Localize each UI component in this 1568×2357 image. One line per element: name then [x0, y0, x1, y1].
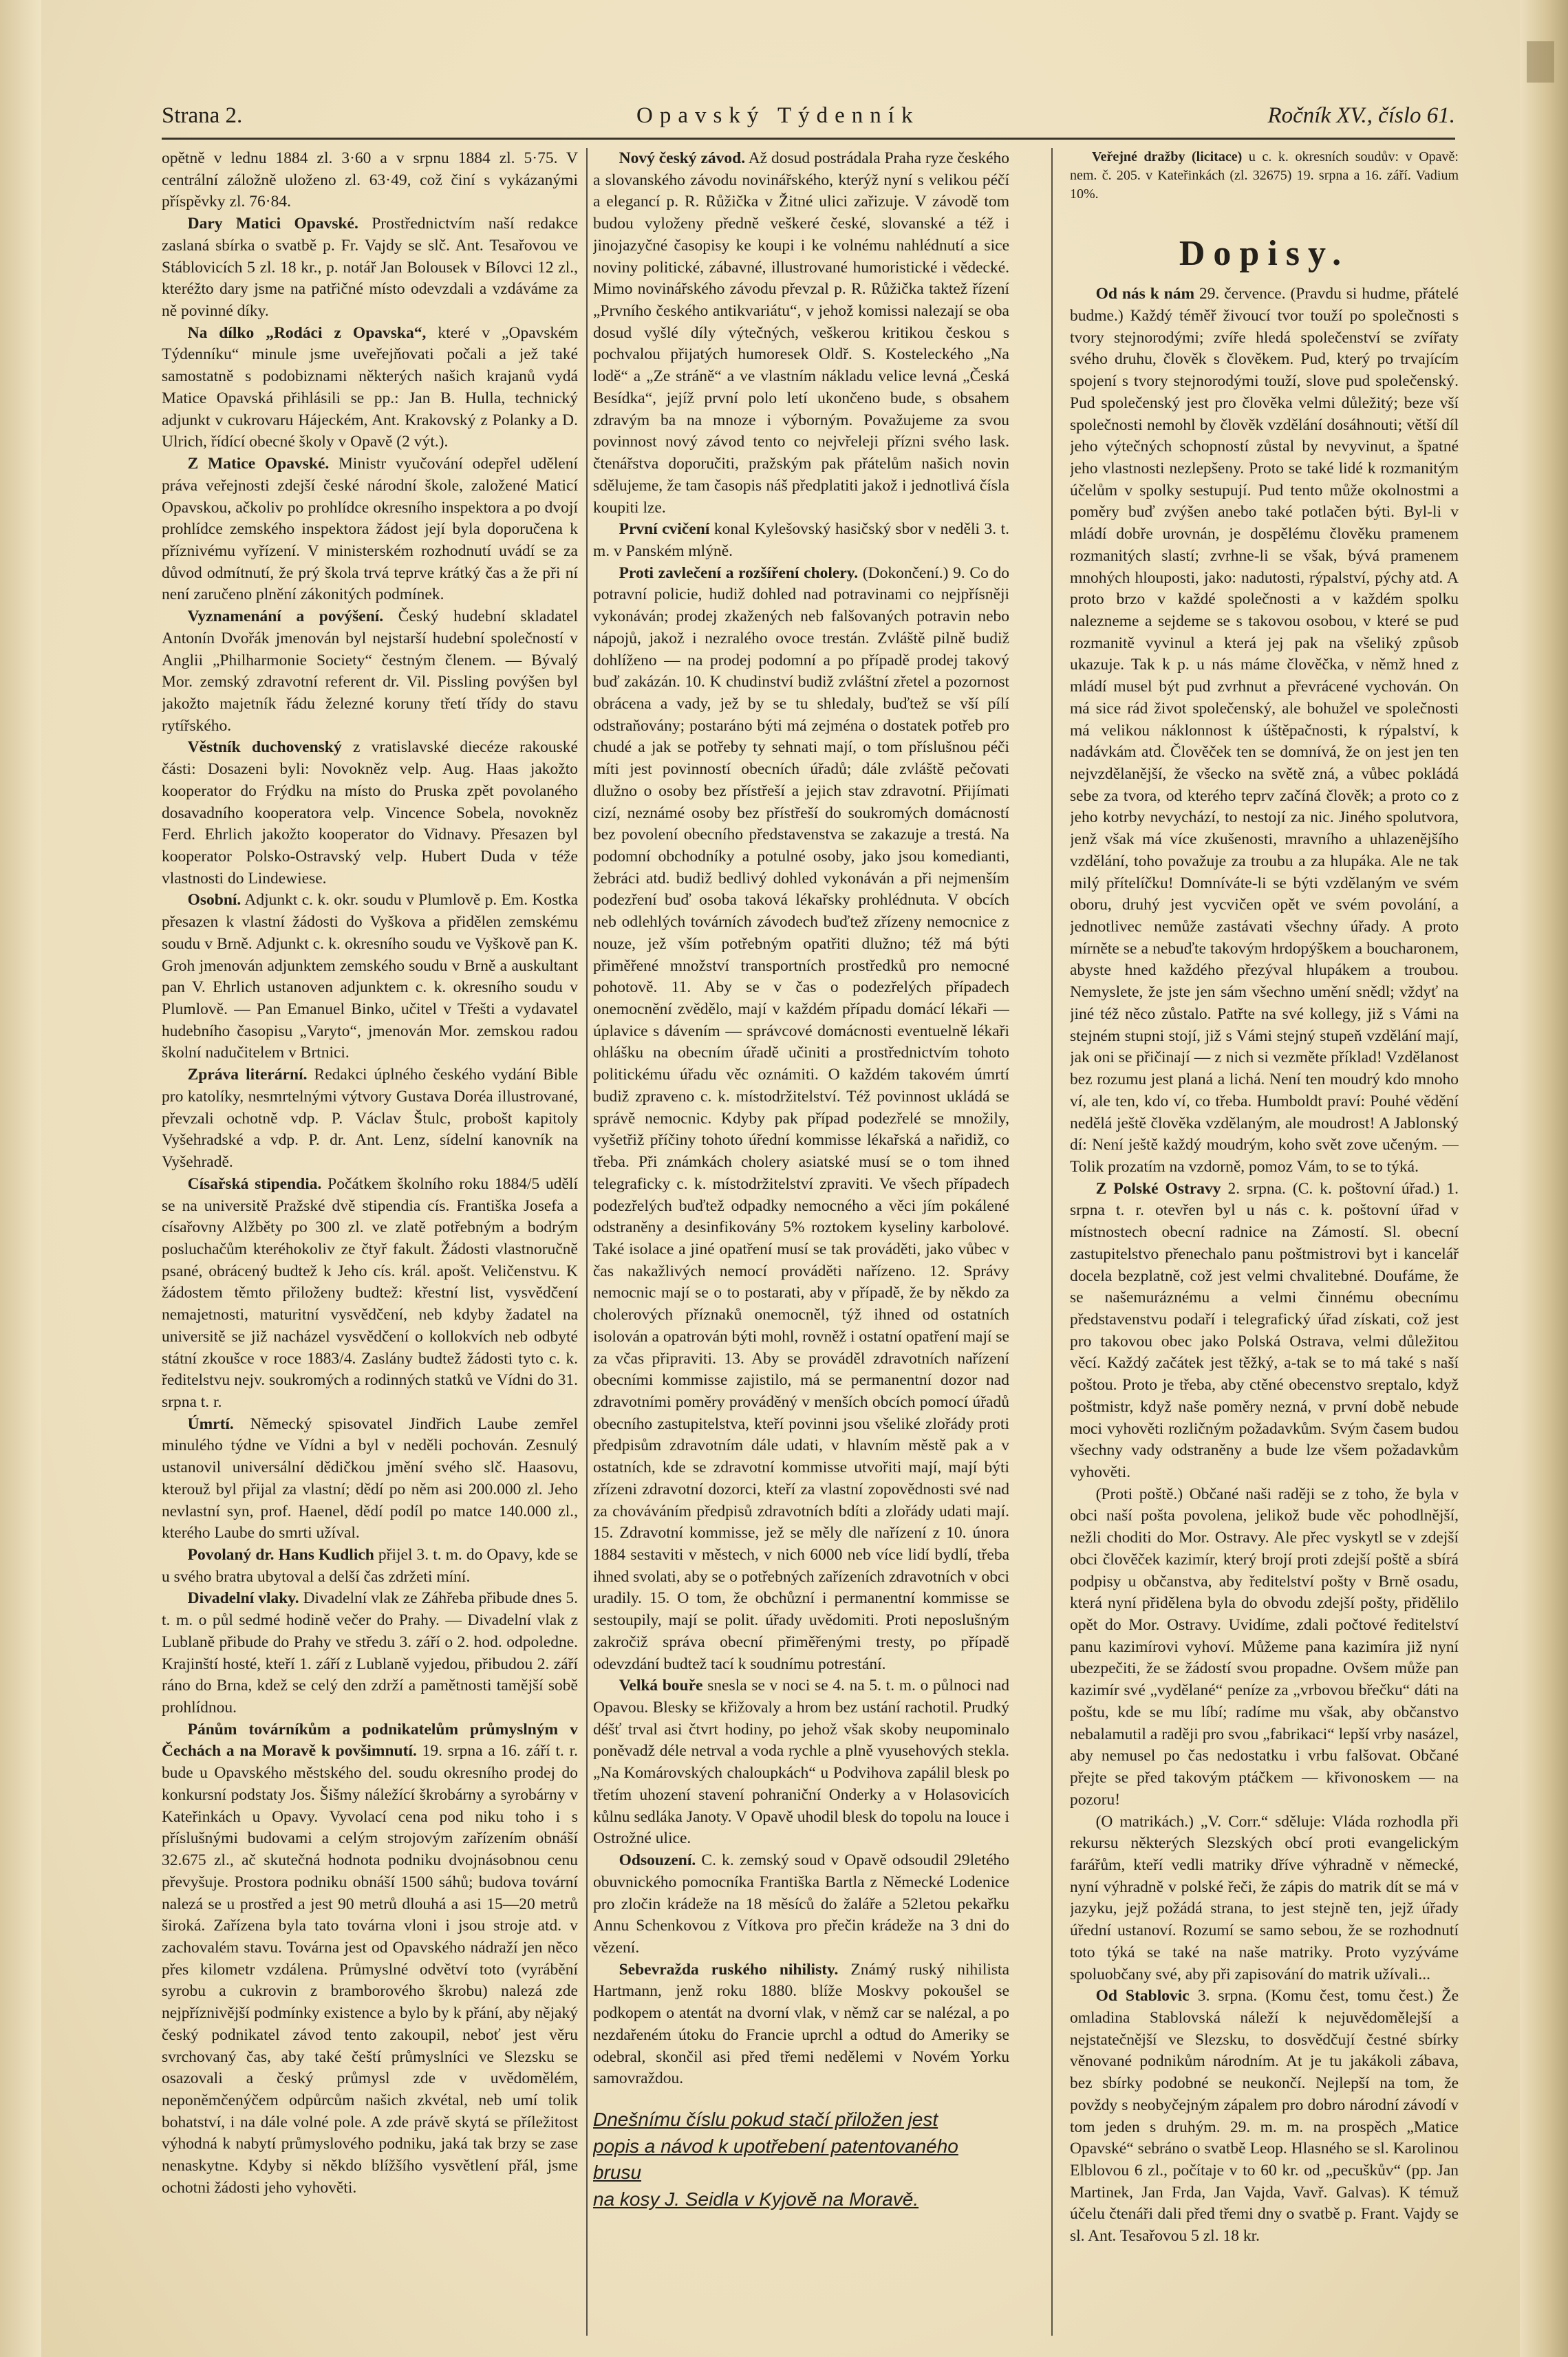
column-3-letters [1070, 283, 1459, 2248]
article-heading: Z Polské Ostravy [1095, 1179, 1221, 1198]
article-heading: Vyznamenání a povýšení. [187, 607, 384, 626]
article-heading: Nový český závod. [619, 149, 746, 167]
article-heading: Od nás k nám [1095, 285, 1195, 303]
article-paragraph [162, 1719, 578, 2199]
article-text: Český hudební skladatel Antonín Dvořák jmenován byl nejstarší hudební společností v Anglii „Philharmonie Society“ čestným členem. — Bývalý Mor. zemský zdravotní referent dr. Vil. Pissling povýšen byl jakožto majetník řádu železné koruny třetí třídy do stavu rytířského. [162, 607, 578, 735]
article-text: Ministr vyučování odepřel udělení práva veřejnosti zdejší české národní škole, založené Maticí Opavskou, ačkoliv po prohlídce okresního inspektora a po dvojí prohlídce zemského inspektora žádost její byla doporučena k příznivému vyřízení. V ministerském rozhodnutí uvádí se za důvod odmítnutí, že prý škola trvá teprve krátký čas a že při ní není zaručeno plnění zákonitých podmínek. [162, 455, 578, 604]
article-paragraph [162, 323, 578, 453]
article-paragraph [1070, 1811, 1459, 1986]
article-text: konal Kylešovský hasičský sbor v neděli 3. t. m. v Panském mlýně. [593, 520, 1009, 560]
article-heading: Velká bouře [619, 1677, 703, 1695]
page-edge-right [1520, 0, 1568, 2357]
article-paragraph [593, 1675, 1009, 1850]
page-header [162, 103, 1455, 136]
article-heading: Na dílko „Rodáci z Opavska“, [187, 323, 427, 342]
article-heading: Sebevražda ruského nihilisty. [619, 1960, 839, 1979]
column-divider [1051, 148, 1053, 2336]
column-2-articles [593, 148, 1009, 2090]
article-text: (Proti poště.) Občané naši raději se z toho, že byla v obci naší pošta povolena, jelikož bude věc pohodlnější, nežli choditi do Mor. Ostravy. Ale přec vyskytl se v zdejší obci člověček kazimír, který brojí proti zdejší poště a sbírá podpisy u občanstva, aby ředitelství pošty v Brně osadu, která nyní přidělena byla do obvodu zdejší pošty, přidělilo opět do Mor. Ostravy. Uvidíme, zdali počtové ředitelství panu kazimírovi vyhoví. Můžeme pana kazimíra již nyní ubezpečiti, že se žádostí svou propadne. Ovšem může pan kazimír své „vydělané“ peníze za „vrbovou břečku“ dáti na poštu, kde se mu líbí; radíme mu však, aby občanstvo nebalamutil a raději pro svou „fabrikaci“ lepší vrby nasázel, aby nemusel po čas nedostatku i vrbu falšovat. Občané přejte se před takovým ptáčkem — křivonoskem — na pozoru! [1070, 1485, 1459, 1809]
article-heading: Dary Matici Opavské. [187, 215, 358, 233]
article-paragraph [162, 453, 578, 606]
article-text: snesla se v noci se 4. na 5. t. m. o půlnoci nad Opavou. Blesky se křižovaly a hrom bez ustání rachotil. Prudký déšť trval asi čtvrt hodiny, po jehož však skoby neupominalo poněvadž déle netrval a voda rychle a plně vyusehových stekla. „Na Komárovských chaloupkách“ u Podvihova zapálil blesk po třetím uhození stavení pohraniční Onderky a v Holasovicích kůlnu sedláka Janoty. V Opavě uhodil blesk do topolu na louce i Ostrožné ulice. [593, 1677, 1009, 1848]
article-paragraph [593, 1850, 1009, 1959]
article-text: (O matrikách.) „V. Corr.“ sděluje: Vláda rozhodla při rekursu některých Slezských obcí proti evangelickým farářům, kteří vedli matriky dříve výhradně v německé, nyní výhradně v polské řeči, že zápis do matrik dít se má v jazyku, jejž požádá strana, to jest stejně ten, jejž úřady úřední ustanoví. Rozumí se samo sebou, že se rozhodnutí toto týká se také na naše matriky. Proto vyzýváme spoluobčany své, aby při zapisování do matrik užívali... [1070, 1812, 1459, 1983]
supplement-line-3: na kosy J. Seidla v Kyjově na Moravě. [593, 2188, 919, 2210]
column-3 [1070, 148, 1459, 2336]
article-text: které v „Opavském Týdenníku“ minule jsme uveřejňovati počali a jež také samostatně s podobiznami některých našich krajanů vydá Matice Opavská přihlásili se pp.: Jan B. Hulla, technický adjunkt v cukrovaru Hájeckém, Ant. Krakovský z Polanky a D. Ulrich, řídící obecné školy v Opavě (2 výt.). [162, 323, 578, 451]
article-text: 19. srpna a 16. září t. r. bude u Opavského městského del. soudu okresního prodej do konkursní podstaty Jos. Šišmy náležící škrobárny a syrobárny v Kateřinkách u Opavy. Vyvolací cena pod niku toho i s příslušnými budovami a celým strojovým zařízením obnáší 32.675 zl., ač skutečná hodnota podniku dvojnásobnou cenu převyšuje. Prostora podniku obnáší 1500 sáhů; budova tovární nalezá se u prostřed a jest 90 metrů dlouhá a asi 15—20 metrů široká. Zařízena byla tato továrna vloni i jsou stroje atd. v zachovalém stavu. Továrna jest od Opavského nádraží jen něco přes kilometr vzdálena. Průmyslné odvětví toto (vyrábění syrobu a cukrovin z bramborového škrobu) nalezá zde nejpříznivější podmínky existence a bylo by k přání, aby nějaký český podnikatel závod tento zakoupil, neboť jest věru svrchovaný čas, aby také čeští průmyslníci ve Slezsku se osazovali a český průmysl zde v uvědomělém, neponěmčenýčem odpůrcům našich zkvétal, neb umí tolik bohatství, i na dále volné pole. A zde právě skytá se příležitost výhodná k nabytí průmyslového podniku, jaká tak brzy se zase nenaskytne. Kdyby si někdo blížšího vysvětlení přál, jsme ochotni žádosti jeho vyhověti. [162, 1742, 578, 2197]
article-paragraph [593, 1959, 1009, 2090]
article-paragraph [593, 148, 1009, 519]
article-paragraph [162, 890, 578, 1064]
article-text: 2. srpna. (C. k. poštovní úřad.) 1. srpna t. r. otevřen byl u nás c. k. poštovní úřad v místnostech obecní radnice na Zámostí. Sl. obecní zastupitelstvo přenechalo panu poštmistrovi byt i kancelář docela bezplatně, což jest velmi chvalitebné. Doufáme, že se našemuráznému a velmi činnému obecnímu představenstvu podaří i telegrafický úřad získati, což jest pro takovou obec jako Polská Ostrava, velmi důležitou věcí. Každý začátek jest těžký, a-tak se to má také s naší poštou. Proto je třeba, aby ctěné obecenstvo sreptalo, když poštmistr, když naše poměry nezná, v první době nebude moci vyhověti rozličným požadavkům. Svým časem budou všechny vady odstraněny a bude lze všem požadavkům vyhověti. [1070, 1179, 1459, 1481]
supplement-notice [593, 2107, 1009, 2213]
article-paragraph [162, 737, 578, 890]
masthead-title: Opavský Týdenník [636, 103, 920, 128]
article-heading: Věstník duchovenský [187, 738, 342, 757]
article-paragraph [162, 1174, 578, 1414]
article-text: Divadelní vlak ze Záhřeba přibude dnes 5. t. m. o půl sedmé hodině večer do Prahy. — Divadelní vlak z Lublaně přibude do Prahy ve středu 3. září o 2. hod. odpoledne. Krajinští hosté, kteří 1. září z Lublaně vyjedou, přibudou 2. září ráno do Brna, kdež se celý den zdrží a pamětnosti tamější sobě prohlídnou. [162, 1589, 578, 1717]
article-paragraph [162, 1545, 578, 1588]
article-heading: Proti zavlečení a rozšíření cholery. [619, 563, 859, 582]
article-heading: Od Stablovic [1095, 1987, 1190, 2005]
article-text: Prostřednictvím naší redakce zaslaná sbírka o svatbě p. Fr. Vajdy se slč. Ant. Tesařovou ve Stáblovicích 5 zl. 18 kr., p. notář Jan Bolousek v Bílovci 12 zl., kteréžto dary jsme na patřičné místo odevzdali a vzdáváme za ně povinné díky. [162, 215, 578, 321]
supplement-line-1: Dnešnímu číslu pokud stačí přiložen jest [593, 2108, 938, 2130]
article-paragraph [593, 519, 1009, 562]
article-paragraph [1070, 1178, 1459, 1484]
issue-number: Ročník XV., číslo 61. [1267, 103, 1455, 128]
article-heading: Povolaný dr. Hans Kudlich [187, 1546, 374, 1564]
article-paragraph [1070, 1484, 1459, 1811]
article-heading: Úmrtí. [187, 1414, 234, 1433]
article-heading: Pánům továrníkům a podnikatelům průmyslným v Čechách a na Moravě k povšimnutí. [162, 1720, 578, 1761]
article-text: Až dosud postrádala Praha ryze českého a slovanského závodu novinářského, kterýž nyní s velikou péčí a elegancí p. R. Růžička v Žitné ulici zařizuje. V závodě tom budou vyloženy předně veškeré české, slovanské a též i jinojazyčné časopisy ke koupi i ke volnému nahlédnutí a sice noviny politické, zábavné, illustrované humoristické i vědecké. Mimo novinářského závodu převzal p. R. Růžička taktež řízení „Prvního českého antikvariátu“, v jehož komissi nalezají se oba dosud vyšlé díly výtečných, veškerou kritikou českou s pochvalou přijatých humoresek Oldř. S. Kosteleckého „Na lodě“ a „Ze stráně“ a ve vlastním nákladu velice levná „Česká Besídka“, jejíž první polo letí ukončeno bude, s obsahem zdravým ba na mnoze i výborným. Považujeme za svou povinnost nový závod tento co nejvřeleji přízni svého lask. čtenářstva doporučiti, pražským pak přátelům našich novin sdělujeme, že tam časopis náš předplatiti jakož i jednotlivá čísla koupiti lze. [593, 149, 1009, 517]
auction-notice-text: u c. k. okresních soudův: v Opavě: nem. č. 205. v Kateřinkách (zl. 32675) 19. srpna a 16. září. Vadium 10%. [1070, 149, 1459, 202]
article-text: 29. července. (Pravdu si hudme, přátelé budme.) Každý téměř živoucí tvor touží po společnosti s tvory stejnorodými; zvíře hledá společenství se zvířaty svého druhu, člověk s člověkem. Pud, který po trvajícím spojení s tvory stejnorodými touží, slove pud společenský. Pud společenský jest pro člověka velmi důležitý; beze vší společnosti nemohl by člověk vzdělání dosáhnouti; větší díl jeho výtečných schopností zůstal by nevyvinut, a špatné jeho vlastnosti nezlepšeny. Proto se také lidé k rozmanitým účelům v spolky sestupují. Pud tento může okolnostmi a poměry buď zvýšen anebo také potlačen býti. Byl-li v mládí dobře urovnán, je dospělému člověku pramenem rozmanitých slastí; zvrhne-li se však, bývá pramenem mnohých hlouposti, jako: nadutosti, rýpalství, pýchy atd. A proto brzo v každé společnosti a v každém spolku nalezneme a sejdeme se s takovou osobou, v které se pud rozmanitě vyvinul a která jej pak na všeliký způsob ukazuje. Tak k p. u nás máme člověčka, v němž hned z mládí musel být pud zvrhnut a převrácené vychován. On má sice rád život společenský, ale bohužel ve společnosti má velikou náklonnost k úštěpačnosti, k rýpalství, k nadávkám atd. Člověček ten se domnívá, že on jest jen ten nejvzdělanější, že všecko na světě zná, a vůbec pokládá sebe za tvora, od kterého teprv začíná člověk; a proto co z jeho kotrby nevychází, to nestojí za nic. Jiného spolutvora, jenž však má více zkušenosti, mravního a uhlazenějšího vzdělání, toho považuje za troubu a za hlupáka. Ale ne tak milý přítelíčku! Domníváte-li se býti vzdělaným ve svém oboru, druhý jest vycvičen opět ve svém povolání, a jednotlivec nemůže zastávati všechny úřady. A proto mírněte se a nebuďte takovým hrdopýškem a boucharonem, abyste hned každého přezýval hlupákem a troubou. Nemyslete, že jste jen sám všechno umění snědl; vždyť na jiné též něco zůstalo. Patřte na své kollegy, již s Vámi na stejném stupni stojí, již s Vámi stejný stupeň vzdělání mají, jak oni se přičinají — z nich si vezměte příklad! Vzdělanost bez rozumu jest planá a lichá. Není ten moudrý kdo mnoho ví, ale ten, kdo ví, co třeba. Humboldt praví: Pouhé vědění nedělá ještě člověka vzdělaným, ale moudrost! A Jablonský dí: Není ještě každý moudrým, koho svět zove učeným. — Tolik prozatím na vzdorně, pomoz Vám, to se to týká. [1070, 285, 1459, 1176]
article-heading: První cvičení [619, 520, 710, 539]
article-text: (Dokončení.) 9. Co do potravní policie, hudiž dohled nad potravinami co nejpřísněji vykonáván; prodej zkažených neb falšovaných potravin nebo nápojů, jakož i nezralého ovoce trestán. Zvláště pilně budiž dohlíženo — na prodej podomní a po případě prodej takový buď zakázán. 10. K chudinství budiž zvláštní zřetel a pozornost obrácena a vady, jež by se tu shledaly, buďtež se vší pílí odstraňovány; postaráno býti má zejména o dostatek potřeb pro chudé a jak se potřeby ty sehnati mají, o tom příslušnou péči míti jest povinností obecních úřadů; dále zvláště pečovati dlužno o osoby bez přístřeší a jejich stav zdravotní. Přijímati cizí, neznámé osoby bez přístřeší do soukromých domácností bez povolení obecního představenstva se zakazuje a trestá. Na podomní obchodníky a potulné osoby, jako jsou komedianti, žebráci atd. budiž bedlivý dohled vykonáván a při nejmenším podezření buď osoba taková lékařsky prohlédnuta. V obcích neb odlehlých továrních závodech buďtež zřízeny nemocnice z nouze, jež vším potřebným opatřiti dlužno; též má býti přiměřené množství transportních prostředků pro nemocné pohotově. 11. Aby se v čas o podezřelých případech onemocnění zvědělo, mají v každém případu domácí lékaři — úplavice s dávením — správcové domácnosti eventuelně lékaři ohlášku na obecním úřadě učiniti a prostřednictvím tohoto politickému úřadu věc oznámiti. O každém takovém úmrtí budiž zpraveno c. k. místodržitelství. Též povinnost ukládá se správě nemocnic. Kdyby pak případ podezřelé se množily, vyšetřiž příčiny tohoto úřední kommisse lékařská a nařidiž, co třeba. Při známkách cholery asiatské musí se o tom ihned telegraficky c. k. místodržitelství zpraviti. Ve všech případech podezřelých buďtež odpadky nemocného a věci jím pokálené odstraněny a desinfikovány 5% roztokem kyseliny karbolové. Také isolace a jiné opatření musí se tak prováděti, jako vůbec v čas nakažlivých nemocí prováděti nařízeno. 12. Správy nemocnic mají se o to postarati, aby v případě, že by někdo za cholerových příznaků onemocněl, týž ihned od ostatních isolován a opatrován býti mohl, rovněž i ostatní opatření mají se za včas připraviti. 13. Aby se prováděl zdravotních nařízení obecními kommisse zajistilo, má se permanentní dozor nad zdravotními poměry prováděný v menších obcích pomocí úřadů obecního zastupitelstva, kteří povinni jsou všeliké zlořády proti předpisům zdravotním dále udati, v hlavním městě pak a v ostatních, kde se zdravotní kommisse utvořiti mají, mají býti zřízeni zdravotní dozorci, kteří za vlastní zopovědnosti své nad za chováváním předpisů zdravotních bdíti a zlořády udati mají. 15. Zdravotní kommisse, jež se měly dle nařízení z 10. února 1884 sestaviti v městech, v nich 6000 neb více lidí bydlí, třeba ihned svolati, aby se o potřebných zařízeních zdravotních v obci uradily. 15. O tom, že obchůzní i permanentní kommisse se sestoupily, mají se polit. úřady uvědomiti. Proti neposlušným zakročiž správa obecní přiměřenými tresty, po případě odevzdání budtež tací k soudnímu potrestání. [593, 563, 1009, 1673]
header-rule [162, 138, 1455, 140]
page-stain [1527, 41, 1554, 83]
article-text: C. k. zemský soud v Opavě odsoudil 29letého obuvnického pomocníka Františka Bartla z Německé Lodenice pro zločin krádeže na 18 měsíců do žaláře a 52letou pekařku Annu Schenkovou z Vítkova pro přečin krádeže na 3 dni do vězení. [593, 1851, 1009, 1957]
column-1 [162, 148, 578, 2336]
article-text: 3. srpna. (Komu čest, tomu čest.) Že omladina Stablovská náleží k nejuvědomělejší a nejstatečnější ve Slezsku, to dosvědčují čestné sbírky věnované podnikům národním. At je tu jakákoli zábava, bez sbírky podobné se neukončí. Nejlepší na tom, že povždy s neobyčejným zápalem pro dobro národní závodí v tom jeden s druhým. 29. m. m. na prospěch „Matice Opavské“ sebráno o svatbě Leop. Hlasného se sl. Karolinou Elblovou 6 zl., počítaje v to 60 kr. od „pecuškův“ (pp. Jan Martinek, Jan Frda, Jan Vajda, Vavř. Galvas). K témuž účelu čtenáři dali před třemi dny o svatbě p. Frant. Vajdy se sl. Ant. Tesařovou 5 zl. 18 kr. [1070, 1987, 1459, 2246]
article-paragraph [162, 148, 578, 213]
auction-notice [1070, 148, 1459, 204]
article-heading: Z Matice Opavské. [187, 455, 330, 473]
article-heading: Divadelní vlaky. [187, 1589, 299, 1608]
article-heading: Odsouzení. [619, 1851, 696, 1870]
article-text: přijel 3. t. m. do Opavy, kde se u svého bratra ubytoval a delší čas zdržeti míní. [162, 1546, 578, 1586]
article-paragraph [593, 563, 1009, 1676]
article-paragraph [162, 606, 578, 737]
article-text: Počátkem školního roku 1884/5 udělí se na universitě Pražské dvě stipendia cís. Františka Josefa a císařovny Alžběty po 300 zl. ve zlatě potřebným a bodrým posluchačům kteréhokoliv ze čtyř fakult. Žádosti vlastnoručně psané, obrácený budtež k Jeho cís. král. apošt. Veličenstvu. K žádostem těmto přiloženy budtež: křestní list, vysvědčení nemajetnosti, maturitní vysvědčení, neb kdyby žadatel na universitě se již nacházel vysvědčení o kollokvích neb odbyté státní zkoušce v roce 1883/4. Zaslány budtež žádosti tyto c. k. ředitelstvu nejv. soukromých a rodinných statků ve Vídni do 31. srpna t. r. [162, 1174, 578, 1411]
auction-notice-heading: Veřejné dražby (licitace) [1092, 149, 1243, 164]
column-divider [586, 148, 588, 2336]
article-paragraph [1070, 283, 1459, 1178]
article-paragraph [162, 1414, 578, 1545]
article-heading: Zpráva literární. [187, 1066, 308, 1084]
article-text: Redakci úplného českého vydání Bible pro katolíky, nesmrtelnými výtvory Gustava Doréa illustrované, převzali ochotně vdp. P. Václav Štulc, probošt kapitoly Vyšehradské a vdp. P. dr. Ant. Lenz, sídelní kanovník na Vyšehradě. [162, 1066, 578, 1172]
article-text: z vratislavské diecéze rakouské části: Dosazeni byli: Novokněz velp. Aug. Haas jakožto kooperator do Frýdku na místo do Pruska zpět povolaného dosavadního kooperatora velp. Vincence Sobela, novokněz Ferd. Ehrlich jakožto kooperator do Vidnavy. Přesazen byl kooperator Polsko-Ostravský velp. Hubert Duda v téže vlastnosti do Lindewiese. [162, 738, 578, 887]
article-paragraph [162, 1064, 578, 1174]
article-paragraph [162, 1588, 578, 1719]
article-text: Adjunkt c. k. okr. soudu v Plumlově p. Em. Kostka přesazen k vlastní žádosti do Vyškova a přidělen zemskému soudu v Brně. Adjunkt c. k. okresního soudu ve Vyškově pan K. Groh jmenován adjunktem zemského soudu v Brně a auskultant pan V. Ehrlich ustanoven adjunktem c. k. okresního soudu v Plumlově. — Pan Emanuel Binko, učitel v Třešti a vydavatel hudebního časopisu „Varyto“, jmenován Mor. zemskou radou školní nadučitelem v Brtnici. [162, 891, 578, 1062]
page-edge-left [0, 0, 41, 2357]
article-heading: Osobní. [187, 891, 241, 910]
article-paragraph [162, 213, 578, 323]
article-text: Známý ruský nihilista Hartmann, jenž roku 1880. blíže Moskvy pokoušel se podkopem o atentát na dvorní vlak, v němž car se nalézal, a po nezdařeném útoku do Francie uprchl a odtud do Ameriky se odebral, skončil asi před třemi nedělemi v Novém Yorku samovraždou. [593, 1960, 1009, 2088]
page-number: Strana 2. [162, 103, 243, 128]
section-title: Dopisy. [1179, 234, 1350, 273]
article-heading: Císařská stipendia. [187, 1174, 322, 1193]
article-text: opětně v lednu 1884 zl. 3·60 a v srpnu 1884 zl. 5·75. V centrální záložně uloženo zl. 63·49, což činí s vykázanými příspěvky zl. 76·84. [162, 149, 578, 211]
supplement-line-2: popis a návod k upotřebení patentovaného brusu [593, 2135, 958, 2184]
article-paragraph [1070, 1985, 1459, 2248]
column-2 [593, 148, 1009, 2336]
article-text: Německý spisovatel Jindřich Laube zemřel minulého týdne ve Vídni a byl v neděli pochován. Zesnulý ustanovil universální dědičkou jmění svého slč. Haasovu, kterouž byl přijal za vlastní; dědí po něm asi 200.000 zl. Jeho nevlastní syn, prof. Haenel, dědí podíl po matce 140.000 zl., kterého Laube do smrti užíval. [162, 1414, 578, 1542]
